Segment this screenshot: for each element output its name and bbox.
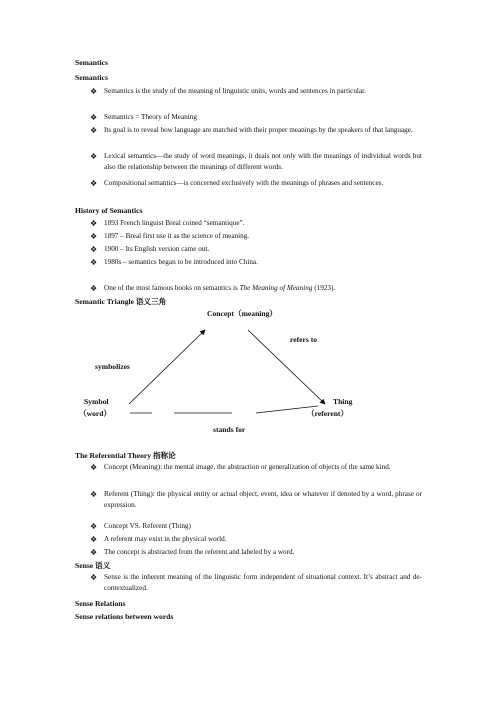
triangle-referent-label: （referent） xyxy=(307,409,349,418)
bullet-icon: ❖ xyxy=(90,219,98,228)
bullet-icon: ❖ xyxy=(90,179,98,188)
bullet-icon: ❖ xyxy=(90,463,98,472)
semantics-bullet-3: Its goal is to reveal how language are matched with their proper meanings by the speakers of that language. xyxy=(104,126,413,134)
history-bullet-3: 1900 – Its English version came out. xyxy=(104,245,210,253)
referential-bullet-1: Concept (Meaning): the mental image, the abstraction or generalization of objects of the same kind. xyxy=(104,463,391,471)
document-title: Semantics xyxy=(75,58,108,67)
triangle-symbolizes-label: symbolizes xyxy=(95,362,131,371)
famous-book-title: The Meaning of Meaning xyxy=(239,284,313,292)
bullet-icon: ❖ xyxy=(90,245,98,254)
bullet-icon: ❖ xyxy=(90,87,98,96)
history-bullet-4: 1980s – semantics began to be introduced into China. xyxy=(104,258,258,266)
section-heading-referential: The Referential Theory 指称论 xyxy=(75,451,176,460)
bullet-icon: ❖ xyxy=(90,522,98,531)
section-heading-sense: Sense 语义 xyxy=(75,561,111,570)
referential-bullet-4: A referent may exist in the physical world. xyxy=(104,535,227,543)
bullet-icon: ❖ xyxy=(90,548,98,557)
triangle-thing-label: Thing xyxy=(333,397,353,406)
famous-book-prefix: One of the most famous books on semantics is xyxy=(104,284,240,292)
referential-bullet-5: The concept is abstracted from the referent and labeled by a word. xyxy=(104,548,295,556)
bullet-icon: ❖ xyxy=(90,113,98,122)
bullet-icon: ❖ xyxy=(90,284,98,293)
stands-for-dash-3 xyxy=(256,406,318,413)
section-heading-semantics: Semantics xyxy=(75,73,108,82)
bullet-icon: ❖ xyxy=(90,490,98,499)
bullet-icon: ❖ xyxy=(90,152,98,161)
section-heading-sense-relations: Sense Relations xyxy=(75,599,126,608)
section-heading-triangle: Semantic Triangle 语义三角 xyxy=(75,297,167,306)
triangle-concept-label: Concept（meaning） xyxy=(207,309,278,318)
triangle-refers-to-label: refers to xyxy=(290,335,318,344)
bullet-icon: ❖ xyxy=(90,232,98,241)
semantics-bullet-2: Semantics = Theory of Meaning xyxy=(104,113,197,121)
refers-to-arrow xyxy=(248,330,325,404)
sense-bullet-1: Sense is the inherent meaning of the linguistic form independent of situational context. It’s abstract and de-contextualized. xyxy=(104,573,422,593)
history-bullet-2: 1897 – Breal first use it as the science of meaning. xyxy=(104,232,250,240)
section-heading-history: History of Semantics xyxy=(75,206,143,215)
referential-bullet-3: Concept VS. Referent (Thing) xyxy=(104,522,191,530)
triangle-stands-for-label: stands for xyxy=(213,425,246,434)
triangle-symbol-label: Symbol xyxy=(84,397,109,406)
history-bullet-1: 1893 French linguist Breal coined “semantique”. xyxy=(104,219,245,227)
semantics-bullet-1: Semantics is the study of the meaning of linguistic units, words and sentences in particular. xyxy=(104,87,366,95)
section-heading-sense-relations-words: Sense relations between words xyxy=(75,612,174,621)
semantics-bullet-5: Compositional semantics—is concerned exclusively with the meanings of phrases and sentences. xyxy=(104,179,384,187)
famous-book-suffix: (1923). xyxy=(312,284,336,292)
triangle-word-label: （word） xyxy=(79,409,112,418)
symbolizes-arrow xyxy=(129,330,205,404)
bullet-icon: ❖ xyxy=(90,573,98,582)
referential-bullet-2: Referent (Thing): the physical entity or actual object, event, idea or whatever if denoted by a word, phrase or expression. xyxy=(104,490,422,510)
bullet-icon: ❖ xyxy=(90,258,98,267)
bullet-icon: ❖ xyxy=(90,126,98,135)
semantics-bullet-4: Lexical semantics—the study of word meanings, it deals not only with the meanings of individual words but also the relationship between the meanings of different words. xyxy=(104,152,422,172)
bullet-icon: ❖ xyxy=(90,535,98,544)
